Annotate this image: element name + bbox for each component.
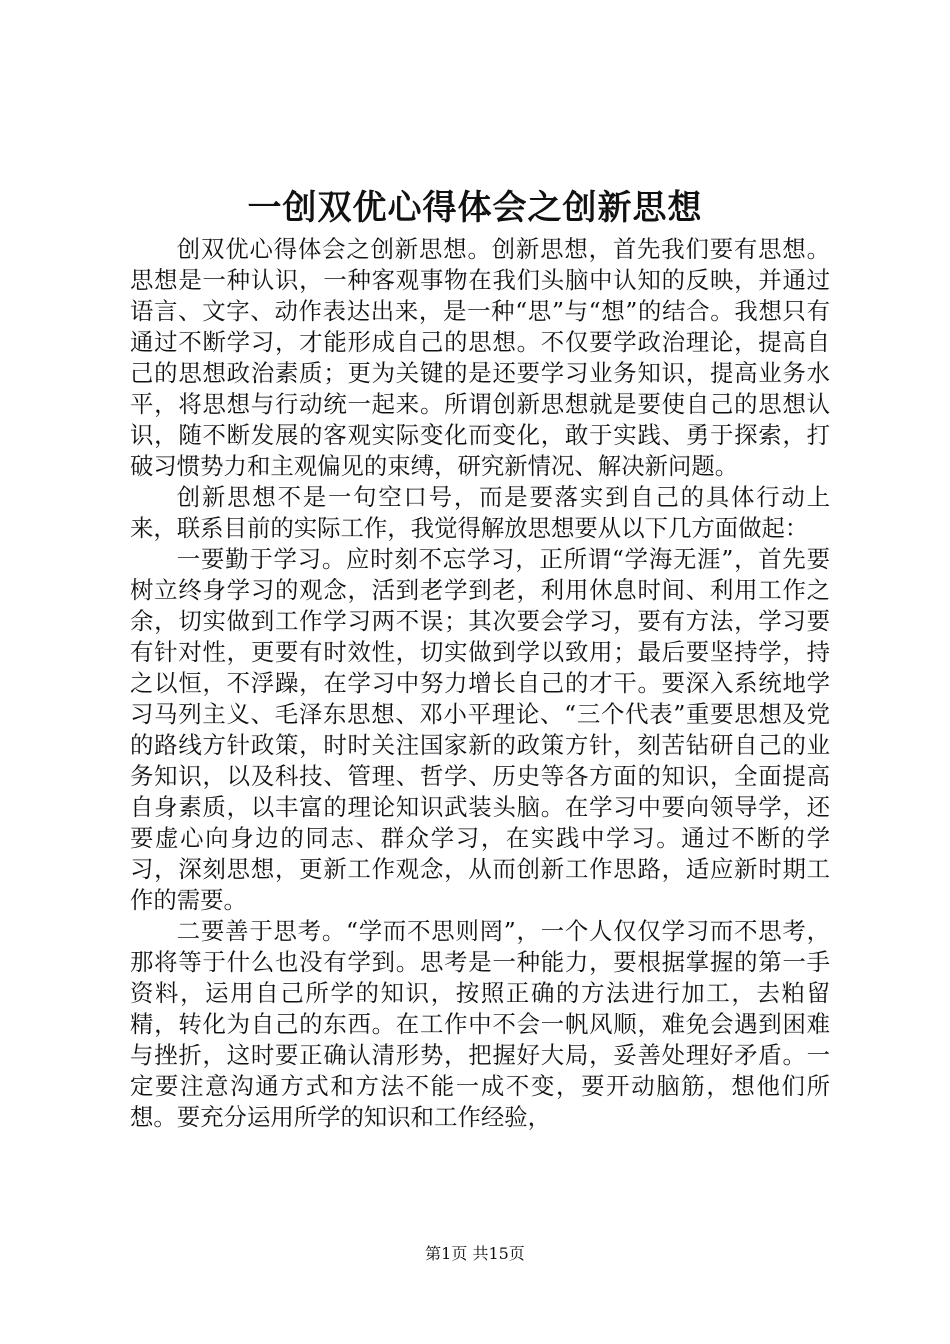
document-title: 一创双优心得体会之创新思想 <box>247 188 703 228</box>
paragraph-study: 一要勤于学习。应时刻不忘学习，正所谓“学海无涯”，首先要树立终身学习的观念，活到老学到老，利用休息时间、利用工作之余，切实做到工作学习两不误；其次要会学习，要有方法，学习要有针对性，更要有时效性，切实做到学以致用；最后要坚持学，持之以恒，不浮躁，在学习中努力增长自己的才干。要深入系统地学习马列主义、毛泽东思想、邓小平理论、“三个代表”重要思想及党的路线方针政策，时时关注国家新的政策方针，刻苦钻研自己的业务知识，以及科技、管理、哲学、历史等各方面的知识，全面提高自身素质，以丰富的理论知识武装头脑。在学习中要向领导学，还要虚心向身边的同志、群众学习，在实践中学习。通过不断的学习，深刻思想，更新工作观念，从而创新工作思路，适应新时期工作的需要。 <box>130 545 830 914</box>
paragraph-think: 二要善于思考。“学而不思则罔”，一个人仅仅学习而不思考，那将等于什么也没有学到。思考是一种能力，要根据掌握的第一手资料，运用自己所学的知识，按照正确的方法进行加工，去粕留精，转化为自己的东西。在工作中不会一帆风顺，难免会遇到困难与挫折，这时要正确认清形势，把握好大局，妥善处理好矛盾。一定要注意沟通方式和方法不能一成不变，要开动脑筋，想他们所想。要充分运用所学的知识和工作经验， <box>130 917 830 1131</box>
page-number: 第1页 共15页 <box>425 1244 525 1263</box>
paragraph-intro: 创双优心得体会之创新思想。创新思想，首先我们要有思想。思想是一种认识，一种客观事物在我们头脑中认知的反映，并通过语言、文字、动作表达出来，是一种“思”与“想”的结合。我想只有通过不断学习，才能形成自己的思想。不仅要学政治理论，提高自己的思想政治素质；更为关键的是还要学习业务知识，提高业务水平，将思想与行动统一起来。所谓创新思想就是要使自己的思想认识，随不断发展的客观实际变化而变化，敢于实践、勇于探索，打破习惯势力和主观偏见的束缚，研究新情况、解决新问题。 <box>130 235 830 480</box>
paragraph-action: 创新思想不是一句空口号，而是要落实到自己的具体行动上来，联系目前的实际工作，我觉得解放思想要从以下几方面做起： <box>130 483 830 542</box>
document-body <box>130 234 830 1133</box>
